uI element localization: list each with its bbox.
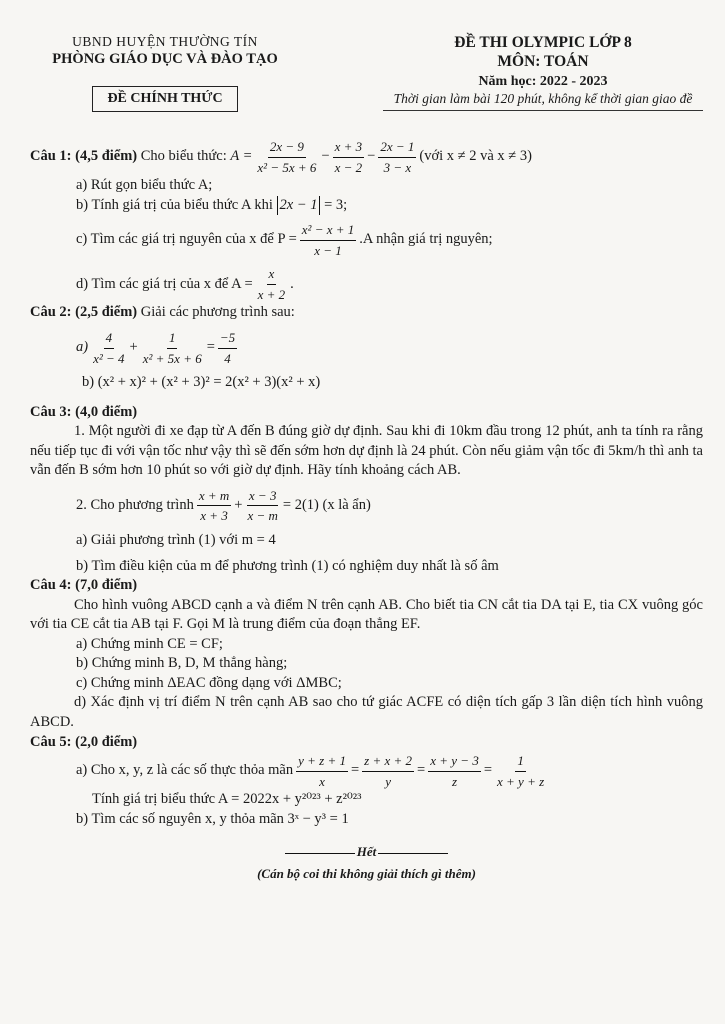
department-name: PHÒNG GIÁO DỤC VÀ ĐÀO TẠO <box>52 51 278 67</box>
divider <box>285 853 355 854</box>
q5-part-b: b) Tìm các số nguyên x, y thỏa mãn 3ˣ − y³ = 1 <box>76 810 349 827</box>
q5-part-a-compute: Tính giá trị biểu thức A = 2022x + y²⁰²³ + z²⁰²³ <box>92 791 362 808</box>
fraction: $\frac{1}{x + y + z}$ <box>497 753 545 789</box>
header-right <box>383 34 703 112</box>
q2-statement <box>30 303 703 323</box>
q1-label: Câu 1: (4,5 điểm) <box>30 148 138 165</box>
q4-part-d: d) Xác định vị trí điểm N trên cạnh AB sao cho tứ giác ACFE có diện tích gấp 3 lần diện tích hình vuông ABCD. <box>30 694 703 731</box>
divider <box>378 853 448 854</box>
fraction: $\frac{z + x + 2}{y}$ <box>364 753 413 789</box>
fraction: $\frac{x + y - 3}{z}$ <box>430 753 479 789</box>
q1-condition: (với x ≠ 2 và x ≠ 3) <box>419 148 532 165</box>
q3-problem-2: 2. Cho phương trình $\frac{x + m}{x + 3}$ + $\frac{x - 3}{x - m}$ = 2(1) (x là ẩn) <box>76 487 371 524</box>
q3-part-a: a) Giải phương trình (1) với m = 4 <box>76 531 276 548</box>
q1-intro: Cho biểu thức: <box>140 148 227 165</box>
fraction: $\frac{y + z + 1}{x}$ <box>298 753 346 789</box>
q5-label: Câu 5: (2,0 điểm) <box>30 733 138 750</box>
exam-subject: MÔN: TOÁN <box>497 53 589 70</box>
fraction: $\frac{x}{x + 2}$ <box>257 266 286 302</box>
q1-part-d: d) Tìm các giá trị của x để A = $\frac{x}{x + 2}$ . <box>76 266 294 302</box>
q2-intro: Giải các phương trình sau: <box>140 304 295 321</box>
q1-part-c: c) Tìm các giá trị nguyên của x để P = $\frac{\text{x² − x + 1}}{x - 1}$ .A nhận giá trị nguyên; <box>76 222 493 258</box>
q2-part-a: a) $\frac{4}{\text{x² − 4}}$ + $\frac{1}{\text{x² + 5x + 6}}$ = $\frac{-5}{4}$ <box>76 329 236 366</box>
fraction: $\frac{x + 3}{x - 2}$ <box>334 139 363 175</box>
fraction: $\frac{4}{\text{x² − 4}}$ <box>93 329 125 366</box>
fraction: $\frac{-5}{4}$ <box>219 329 236 366</box>
fraction: $\frac{2x - 9}{\text{x² − 5x + 6}}$ <box>257 139 317 175</box>
exam-title: ĐỀ THI OLYMPIC LỚP 8 <box>454 34 632 51</box>
header-left <box>30 34 300 112</box>
q4-label: Câu 4: (7,0 điểm) <box>30 577 138 594</box>
official-stamp: ĐỀ CHÍNH THỨC <box>92 86 237 112</box>
q4-part-b: b) Chứng minh B, D, M thẳng hàng; <box>76 655 288 672</box>
fraction: $\frac{x - 3}{x - m}$ <box>247 487 278 524</box>
q3-label: Câu 3: (4,0 điểm) <box>30 403 138 420</box>
q1-statement: Câu 1: (4,5 điểm) Cho biểu thức: A = $\frac{2x - 9}{\text{x² − 5x + 6}}$ − $\frac{x + 3}{x - 2}$ − $\frac{2x - 1}{3 - x}$ (với x ≠ 2 và x ≠ 3) <box>30 139 532 175</box>
q4-part-c: c) Chứng minh ΔEAC đồng dạng với ΔMBC; <box>76 674 342 691</box>
org-name: UBND HUYỆN THƯỜNG TÍN <box>72 34 258 49</box>
q1-part-a: a) Rút gọn biểu thức A; <box>76 177 213 194</box>
time-limit: Thời gian làm bài 120 phút, không kể thời gian giao đề <box>383 91 703 111</box>
fraction: $\frac{2x - 1}{3 - x}$ <box>380 139 415 175</box>
fraction: $\frac{x + m}{x + 3}$ <box>198 487 230 524</box>
school-year: Năm học: 2022 - 2023 <box>478 74 608 89</box>
fraction: $\frac{\text{x² − x + 1}}{x - 1}$ <box>301 222 355 258</box>
q1-part-b: b) Tính giá trị của biểu thức A khi 2x − 1 = 3; <box>30 196 703 216</box>
q4-problem: Cho hình vuông ABCD cạnh a và điểm N trên cạnh AB. Cho biết tia CN cắt tia DA tại E, tia CX vuông góc với tia CE cắt tia AB tại F. Gọi M là trung điểm của đoạn thẳng EF. <box>30 596 703 633</box>
q2-label: Câu 2: (2,5 điểm) <box>30 304 138 321</box>
q3-part-b: b) Tìm điều kiện của m để phương trình (1) có nghiệm duy nhất là số âm <box>76 557 499 574</box>
end-mark: Hết <box>30 843 703 861</box>
header <box>30 34 703 112</box>
fraction: $\frac{1}{\text{x² + 5x + 6}}$ <box>142 329 202 366</box>
q3-problem-1: 1. Một người đi xe đạp từ A đến B đúng giờ dự định. Sau khi đi 10km đầu trong 12 phút, anh ta tính ra rằng nếu tiếp tục đi với vận tốc như vậy thì sẽ đến sớm hơn dự định là 24 phút. Còn nếu giảm vận tốc đi 5km/h thì anh ta vẫn đến B sớm hơn 10 phút so với giờ dự định. Hãy tính khoảng cách AB. <box>30 423 703 479</box>
exam-content <box>30 138 703 882</box>
proctor-note: (Cán bộ coi thi không giải thích gì thêm) <box>257 865 476 881</box>
q5-part-a: a) Cho x, y, z là các số thực thỏa mãn $\frac{y + z + 1}{x}$ = $\frac{z + x + 2}{y}$ = $\frac{x + y - 3}{z}$ = $\frac{1}{x + y + z}$ <box>76 753 545 789</box>
q2-part-b: b) (x² + x)² + (x² + 3)² = 2(x² + 3)(x² + x) <box>82 374 321 391</box>
absolute-value: 2x − 1 <box>277 196 321 216</box>
q4-part-a: a) Chứng minh CE = CF; <box>76 635 223 652</box>
